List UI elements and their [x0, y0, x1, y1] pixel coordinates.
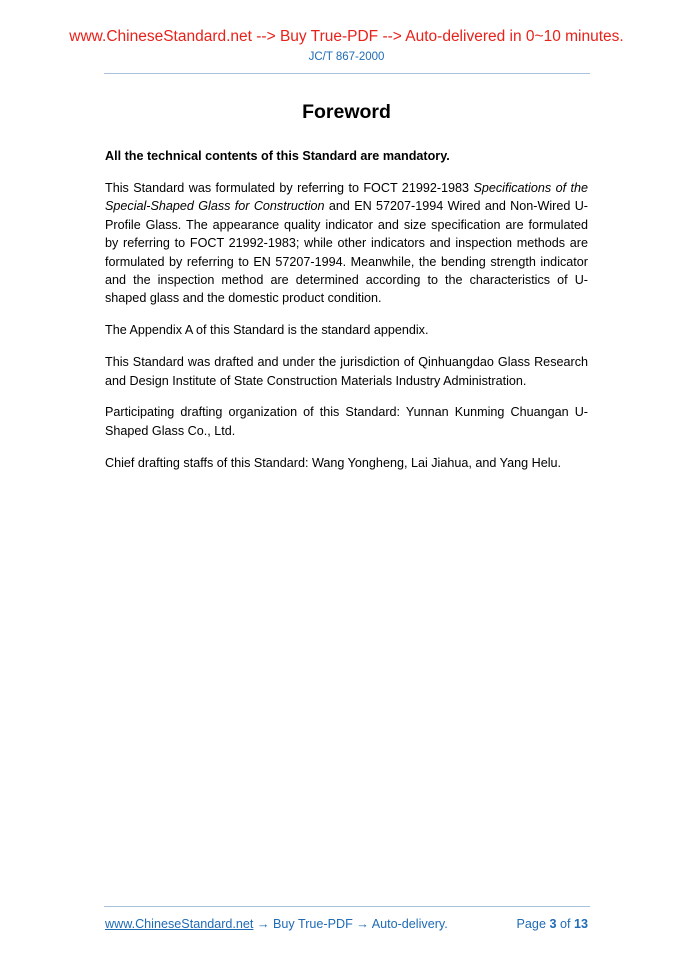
paragraph-jurisdiction: This Standard was drafted and under the jurisdiction of Qinhuangdao Glass Research and Design Institute of State Construction Materials Industry Administration. — [105, 355, 588, 388]
promo-banner[interactable]: www.ChineseStandard.net --> Buy True-PDF --> Auto-delivered in 0~10 minutes. — [69, 28, 624, 45]
page-number: 3 — [549, 917, 557, 931]
paragraph-appendix: The Appendix A of this Standard is the standard appendix. — [105, 323, 429, 338]
paragraph-formulation-part1: This Standard was formulated by referring to FOCT 21992-1983 — [105, 180, 474, 195]
foreword-body — [105, 147, 588, 486]
page-footer — [105, 917, 588, 931]
page-indicator — [517, 917, 588, 931]
paragraph-formulation-part2: and EN 57207-1994 Wired and Non-Wired U-Profile Glass. The appearance quality indicator and size specification are formulated by referring to FOCT 21992-1983; while other indicators and inspection methods are formulated by referring to EN 57207-1994. Meanwhile, the bending strength indicator and the inspection method are determined according to the characteristics of U-shaped glass and the domestic product condition. — [105, 199, 588, 306]
paragraph-mandatory: All the technical contents of this Standard are mandatory. — [105, 149, 450, 163]
header-divider — [104, 73, 590, 74]
total-pages: 13 — [573, 917, 588, 931]
page-title: Foreword — [302, 101, 391, 123]
footer-link[interactable]: www.ChineseStandard.net — [105, 917, 254, 931]
of-label: of — [559, 917, 571, 931]
footer-text: → Buy True-PDF → Auto-delivery. — [253, 917, 448, 931]
paragraph-formulation-title: Specifications of the Special-Shaped Glass for Construction — [105, 180, 588, 214]
paragraph-participating: Participating drafting organization of this Standard: Yunnan Kunming Chuangan U-Shaped Glass Co., Ltd. — [105, 405, 588, 438]
paragraph-drafting-staff: Chief drafting staffs of this Standard: Wang Yongheng, Lai Jiahua, and Yang Helu. — [105, 455, 562, 470]
page-label: Page — [516, 917, 546, 931]
standard-code: JC/T 867-2000 — [308, 51, 385, 63]
footer-divider — [104, 906, 590, 907]
paragraph-formulation — [105, 179, 588, 308]
